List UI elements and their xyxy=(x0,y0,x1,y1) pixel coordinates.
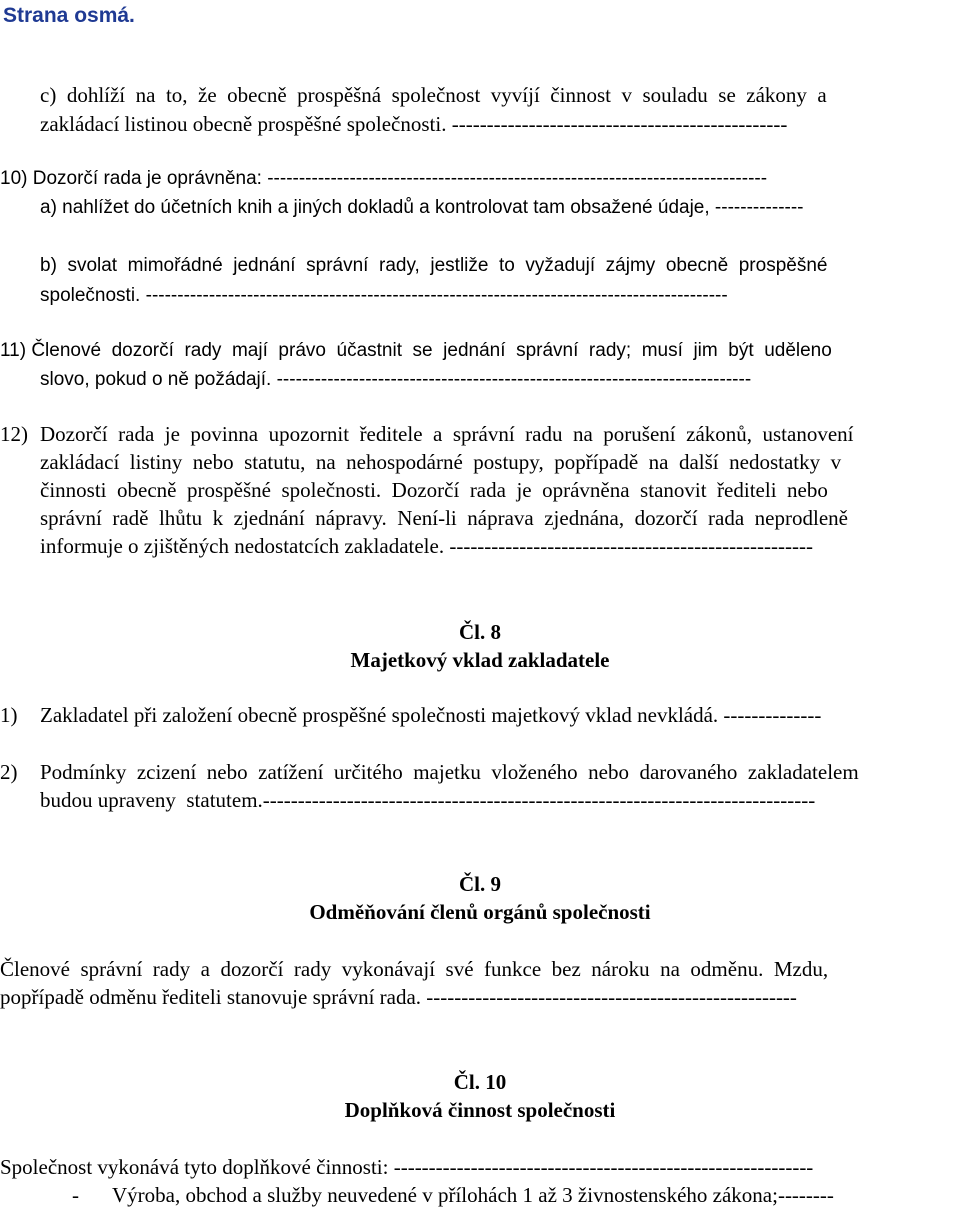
paragraph-10: 10) Dozorčí rada je oprávněna: ------------------------------------------------------------------------------- xyxy=(0,168,768,189)
item-b-line-1: b) svolat mimořádné jednání správní rady, jestliže to vyžadují zájmy obecně prospěšné xyxy=(40,255,828,276)
paragraph-12-line-5: informuje o zjištěných nedostatcích zakladatele. ---------------------------------------------------- xyxy=(40,534,813,558)
paragraph-12-line-1: Dozorčí rada je povinna upozornit ředitele a správní radu na porušení zákonů, ustanovení xyxy=(40,422,854,446)
paragraph-12-number: 12) xyxy=(0,422,28,446)
paragraph-12-line-2: zakládací listiny nebo statutu, na nehospodárné postupy, popřípadě na další nedostatky v xyxy=(40,450,842,474)
article-10-intro: Společnost vykonává tyto doplňkové činnosti: ------------------------------------------------------------ xyxy=(0,1155,814,1179)
article-8-title: Majetkový vklad zakladatele xyxy=(350,648,610,672)
activity-item-1: Výroba, obchod a služby neuvedené v přílohách 1 až 3 živnostenského zákona;-------- xyxy=(112,1183,834,1207)
paragraph-11-line-2: slovo, pokud o ně požádají. --------------------------------------------------------------------------- xyxy=(40,369,752,390)
article-8-paragraph-2-line-1: Podmínky zcizení nebo zatížení určitého majetku vloženého nebo darovaného zakladatelem xyxy=(40,760,859,784)
paragraph-12-line-3: činnosti obecně prospěšné společnosti. Dozorčí rada je oprávněna stanovit řediteli nebo xyxy=(40,478,828,502)
page-header: Strana osmá. xyxy=(3,4,135,27)
article-8-paragraph-1-text: Zakladatel při založení obecně prospěšné společnosti majetkový vklad nevkládá. -------------- xyxy=(40,703,822,727)
article-10-number: Čl. 10 xyxy=(453,1070,507,1094)
article-8-number: Čl. 8 xyxy=(459,620,501,644)
article-9-line-1: Členové správní rady a dozorčí rady vykonávají své funkce bez nároku na odměnu. Mzdu, xyxy=(0,957,829,981)
article-9-line-2: popřípadě odměnu řediteli stanovuje správní rada. ----------------------------------------------------- xyxy=(0,985,797,1009)
article-8-paragraph-2-number: 2) xyxy=(0,760,18,784)
item-c-line-2: zakládací listinou obecně prospěšné společnosti. ------------------------------------------------ xyxy=(40,112,788,136)
article-8-paragraph-1-number: 1) xyxy=(0,703,18,727)
article-9-title: Odměňování členů orgánů společnosti xyxy=(309,900,651,924)
item-b-line-2: společnosti. -------------------------------------------------------------------------------------------- xyxy=(40,285,728,306)
article-8-paragraph-2-line-2: budou upraveny statutem.------------------------------------------------------------------------------- xyxy=(40,788,816,812)
article-10-title: Doplňková činnost společnosti xyxy=(344,1098,616,1122)
paragraph-12-line-4: správní radě lhůtu k zjednání nápravy. Není-li náprava zjednána, dozorčí rada neprodleně xyxy=(40,506,848,530)
item-c-line-1: c) dohlíží na to, že obecně prospěšná společnost vyvíjí činnost v souladu se zákony a xyxy=(40,83,827,107)
article-9-number: Čl. 9 xyxy=(459,872,501,896)
item-a: a) nahlížet do účetních knih a jiných dokladů a kontrolovat tam obsažené údaje, -------------- xyxy=(40,197,804,218)
list-bullet: - xyxy=(72,1183,79,1207)
paragraph-11-line-1: 11) Členové dozorčí rady mají právo účastnit se jednání správní rady; musí jim být uděleno xyxy=(0,340,832,361)
